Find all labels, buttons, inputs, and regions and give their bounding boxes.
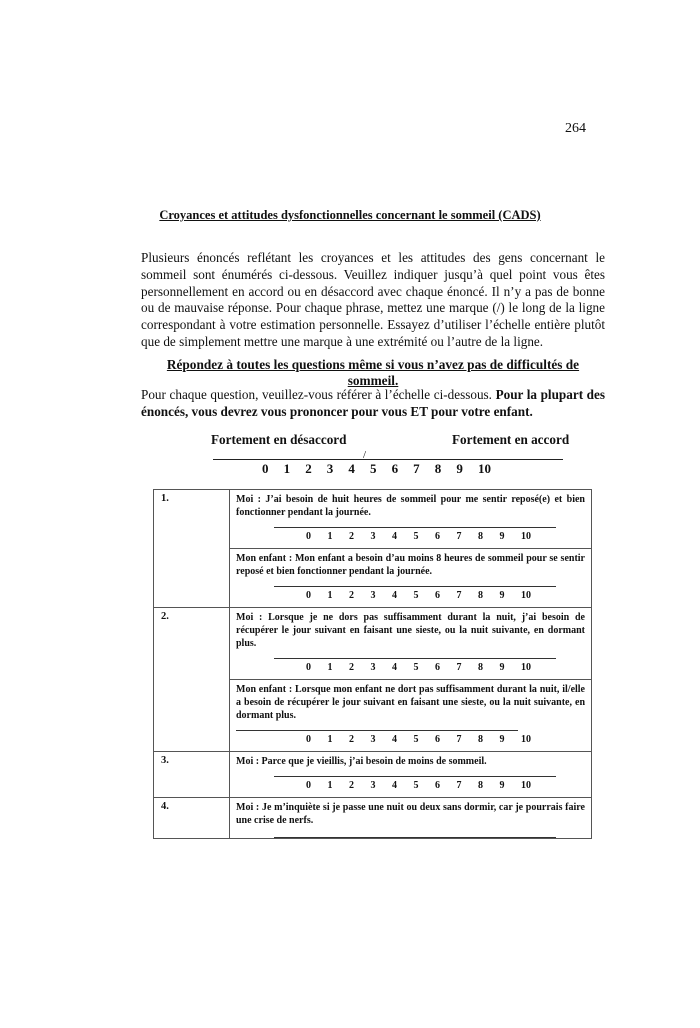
rating-tick: 8	[478, 734, 483, 745]
rating-tick: 10	[521, 531, 531, 542]
rating-tick: 5	[413, 590, 419, 601]
rating-tick: 10	[521, 734, 531, 745]
rating-scale-moi	[306, 780, 591, 791]
rating-line-moi[interactable]	[274, 527, 556, 528]
rating-tick: 5	[413, 531, 419, 542]
rating-tick: 9	[499, 662, 505, 673]
example-scale-mark: /	[363, 449, 367, 461]
scale-tick: 9	[456, 461, 463, 476]
rating-scale-enfant	[306, 590, 591, 601]
item-enfant-statement: Mon enfant : Mon enfant a besoin d’au moins 8 heures de sommeil pour se sentir reposé et bien fonctionner pendant la journée.	[236, 553, 585, 577]
rating-tick: 9	[499, 590, 505, 601]
scale-tick: 4	[348, 461, 355, 476]
items-table	[153, 489, 592, 839]
rating-tick: 10	[521, 590, 531, 601]
rating-tick: 1	[327, 780, 333, 791]
rating-tick: 0	[306, 662, 311, 673]
rating-tick: 6	[435, 734, 440, 745]
rating-tick: 6	[435, 662, 440, 673]
rating-tick: 10	[521, 662, 531, 673]
rating-tick: 9	[499, 734, 505, 745]
scale-intro-bold: Pour la plupart des énoncés, vous devrez vous prononcer pour vous ET pour votre enfant.	[141, 387, 605, 419]
scale-tick: 5	[369, 461, 377, 476]
rating-tick: 9	[499, 780, 505, 791]
item-number: 4.	[154, 798, 230, 839]
rating-tick: 4	[392, 531, 397, 542]
rating-tick: 3	[370, 734, 376, 745]
scale-tick: 0	[262, 461, 269, 476]
item-enfant-cell	[230, 680, 592, 752]
rating-tick: 1	[327, 662, 333, 673]
scale-tick: 6	[391, 461, 399, 476]
item-row	[154, 752, 592, 798]
rating-tick: 7	[456, 662, 462, 673]
rating-tick: 10	[521, 780, 531, 791]
rating-tick: 4	[392, 590, 397, 601]
item-enfant-statement: Mon enfant : Lorsque mon enfant ne dort pas suffisamment durant la nuit, il/elle a besoin de récupérer le jour suivant en faisant une sieste, ou la nuit suivante, en dormant plus.	[236, 684, 585, 721]
rating-scale-moi	[306, 531, 591, 542]
rating-tick: 3	[370, 780, 376, 791]
rating-tick: 7	[456, 590, 462, 601]
rating-line-moi[interactable]	[274, 837, 556, 838]
rating-tick: 5	[413, 662, 419, 673]
item-moi-cell	[230, 490, 592, 549]
rating-tick: 6	[435, 780, 440, 791]
rating-tick: 8	[478, 780, 483, 791]
rating-line-moi[interactable]	[274, 658, 556, 659]
rating-line-enfant[interactable]	[274, 586, 556, 587]
example-scale-line	[213, 459, 563, 460]
rating-tick: 4	[392, 734, 397, 745]
item-moi-cell	[230, 752, 592, 798]
rating-tick: 5	[413, 780, 419, 791]
instruction-text: Répondez à toutes les questions même si vous n’avez pas de difficultés de sommeil.	[166, 357, 580, 388]
item-enfant-cell	[230, 549, 592, 608]
rating-tick: 3	[370, 531, 376, 542]
rating-tick: 9	[499, 531, 505, 542]
rating-tick: 2	[349, 780, 354, 791]
rating-tick: 2	[349, 531, 354, 542]
rating-tick: 2	[349, 734, 354, 745]
scale-tick: 7	[413, 461, 420, 476]
rating-tick: 8	[478, 590, 483, 601]
rating-tick: 1	[327, 531, 333, 542]
scale-intro-paragraph	[141, 387, 605, 420]
rating-tick: 7	[456, 734, 462, 745]
rating-tick: 4	[392, 662, 397, 673]
item-moi-statement: Moi : Parce que je vieillis, j’ai besoin de moins de sommeil.	[236, 756, 487, 767]
scale-tick: 10	[477, 461, 491, 476]
rating-tick: 6	[435, 590, 440, 601]
rating-tick: 1	[327, 590, 333, 601]
item-number: 2.	[154, 608, 230, 752]
item-moi-cell	[230, 798, 592, 839]
item-number: 3.	[154, 752, 230, 798]
rating-line-enfant[interactable]	[236, 730, 518, 731]
scale-tick: 2	[305, 461, 312, 476]
rating-tick: 6	[435, 531, 440, 542]
rating-tick: 2	[349, 662, 354, 673]
scale-tick: 8	[434, 461, 442, 476]
rating-tick: 7	[456, 780, 462, 791]
rating-tick: 8	[478, 531, 483, 542]
item-row	[154, 608, 592, 680]
rating-tick: 2	[349, 590, 354, 601]
rating-tick: 4	[392, 780, 397, 791]
example-scale-ticks	[262, 461, 522, 477]
rating-tick: 3	[370, 590, 376, 601]
rating-tick: 0	[306, 531, 311, 542]
rating-tick: 0	[306, 734, 311, 745]
rating-scale-moi	[306, 662, 591, 673]
scale-tick: 1	[283, 461, 291, 476]
item-moi-statement: Moi : Je m’inquiète si je passe une nuit ou deux sans dormir, car je pourrais faire une crise de nerfs.	[236, 802, 585, 826]
page-number: 264	[565, 121, 586, 136]
item-moi-cell	[230, 608, 592, 680]
intro-paragraph: Plusieurs énoncés reflétant les croyances et les attitudes des gens concernant le sommeil sont énumérés ci-dessous. Veuillez indiquer jusqu’à quel point vous êtes personnellement en accord ou en désaccord avec chaque énoncé. Il n’y a pas de bonne ou de mauvaise réponse. Pour chaque phrase, mettez une marque (/) le long de la ligne correspondant à votre estimation personnelle. Essayez d’utiliser l’échelle entière plutôt que de simplement mettre une marque à une extrémité ou l’autre de la ligne.	[141, 250, 605, 349]
rating-tick: 5	[413, 734, 419, 745]
document-title: Croyances et attitudes dysfonctionnelles concernant le sommeil (CADS)	[159, 208, 541, 222]
item-moi-statement: Moi : J’ai besoin de huit heures de sommeil pour me sentir reposé(e) et bien fonctionner pendant la journée.	[236, 494, 585, 518]
rating-line-moi[interactable]	[274, 776, 556, 777]
item-row	[154, 490, 592, 549]
rating-tick: 3	[370, 662, 376, 673]
item-number: 1.	[154, 490, 230, 608]
item-moi-statement: Moi : Lorsque je ne dors pas suffisamment durant la nuit, j’ai besoin de récupérer le jour suivant en faisant une sieste, ou la nuit suivante, en dormant plus.	[236, 612, 585, 649]
item-row	[154, 798, 592, 839]
rating-tick: 0	[306, 780, 311, 791]
rating-tick: 0	[306, 590, 311, 601]
scale-right-label: Fortement en accord	[452, 432, 570, 447]
rating-tick: 7	[456, 531, 462, 542]
scale-tick: 3	[326, 461, 334, 476]
rating-tick: 8	[478, 662, 483, 673]
rating-scale-enfant	[306, 734, 591, 745]
scale-intro-plain: Pour chaque question, veuillez-vous référer à l’échelle ci-dessous.	[141, 387, 496, 402]
scale-left-label: Fortement en désaccord	[211, 432, 347, 447]
rating-tick: 1	[327, 734, 333, 745]
